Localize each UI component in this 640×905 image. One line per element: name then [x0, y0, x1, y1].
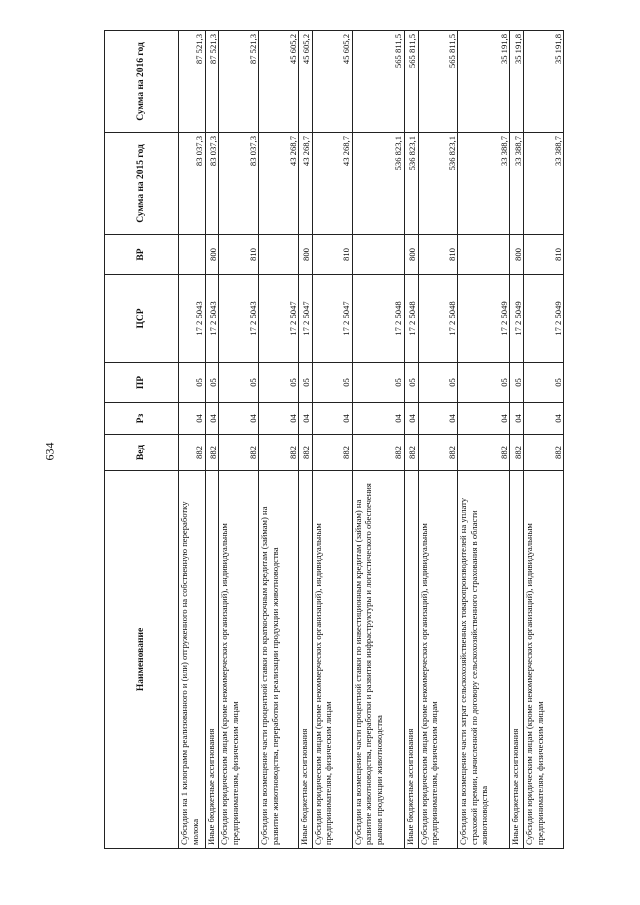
- cell-ved: 882: [458, 435, 510, 471]
- cell-sum-2015: 43 268,7: [259, 133, 299, 235]
- cell-vr: [259, 235, 299, 275]
- cell-name: Иные бюджетные ассигнования: [510, 471, 524, 849]
- cell-vr: 810: [312, 235, 352, 275]
- cell-csr: 17 2 5048: [352, 275, 404, 363]
- header-sum-2016: Сумма на 2016 год: [105, 31, 179, 133]
- budget-table: [104, 30, 564, 849]
- cell-ved: 882: [312, 435, 352, 471]
- cell-sum-2016: 45 605,2: [312, 31, 352, 133]
- cell-ved: 882: [524, 435, 564, 471]
- cell-pr: 05: [458, 363, 510, 403]
- cell-sum-2016: 35 191,8: [524, 31, 564, 133]
- cell-pr: 05: [205, 363, 219, 403]
- cell-ved: 882: [352, 435, 404, 471]
- cell-sum-2016: 87 521,3: [205, 31, 219, 133]
- table-row: [219, 31, 259, 849]
- cell-ved: 882: [510, 435, 524, 471]
- cell-rz: 04: [259, 403, 299, 435]
- table-row: [404, 31, 418, 849]
- cell-ved: 882: [259, 435, 299, 471]
- cell-vr: 810: [524, 235, 564, 275]
- cell-csr: 17 2 5047: [299, 275, 313, 363]
- cell-pr: 05: [259, 363, 299, 403]
- cell-vr: 810: [219, 235, 259, 275]
- cell-ved: 882: [179, 435, 206, 471]
- cell-sum-2015: 536 823,1: [404, 133, 418, 235]
- cell-vr: 800: [205, 235, 219, 275]
- table-row: [352, 31, 404, 849]
- cell-ved: 882: [404, 435, 418, 471]
- cell-name: Иные бюджетные ассигнования: [205, 471, 219, 849]
- cell-pr: 05: [179, 363, 206, 403]
- cell-vr: [352, 235, 404, 275]
- budget-table-container: [104, 31, 564, 849]
- cell-name: Субсидии на возмещение части процентной ставки по краткосрочным кредитам (займам) на развитие животноводства, переработки и реализации продукции животноводства: [259, 471, 299, 849]
- cell-sum-2015: 33 388,7: [524, 133, 564, 235]
- cell-name: Субсидии на возмещение части затрат сельскохозяйственных товаропроизводителей на уплату страховой премии, начисленной по договору сельскохозяйственного страхования в области животноводства: [458, 471, 510, 849]
- cell-sum-2016: 565 811,5: [404, 31, 418, 133]
- header-csr: ЦСР: [105, 275, 179, 363]
- cell-sum-2016: 87 521,3: [219, 31, 259, 133]
- cell-pr: 05: [418, 363, 458, 403]
- cell-pr: 05: [524, 363, 564, 403]
- cell-sum-2015: 83 037,3: [219, 133, 259, 235]
- cell-sum-2016: 35 191,8: [458, 31, 510, 133]
- cell-sum-2015: 83 037,3: [205, 133, 219, 235]
- cell-name: Субсидии юридическим лицам (кроме некоммерческих организаций), индивидуальным предпринимателям, физическим лицам: [524, 471, 564, 849]
- cell-sum-2015: 536 823,1: [352, 133, 404, 235]
- cell-csr: 17 2 5047: [259, 275, 299, 363]
- cell-rz: 04: [352, 403, 404, 435]
- header-pr: ПР: [105, 363, 179, 403]
- cell-pr: 05: [510, 363, 524, 403]
- cell-pr: 05: [312, 363, 352, 403]
- cell-sum-2015: 536 823,1: [418, 133, 458, 235]
- cell-sum-2016: 565 811,5: [418, 31, 458, 133]
- header-name: Наименование: [105, 471, 179, 849]
- page-number: 634: [42, 442, 57, 461]
- header-rz: Рз: [105, 403, 179, 435]
- cell-pr: 05: [299, 363, 313, 403]
- cell-ved: 882: [219, 435, 259, 471]
- cell-rz: 04: [404, 403, 418, 435]
- rotated-table-frame: [104, 31, 564, 849]
- cell-rz: 04: [510, 403, 524, 435]
- cell-vr: 800: [510, 235, 524, 275]
- cell-sum-2016: 45 605,2: [299, 31, 313, 133]
- cell-pr: 05: [404, 363, 418, 403]
- cell-rz: 04: [205, 403, 219, 435]
- table-row: [312, 31, 352, 849]
- cell-rz: 04: [219, 403, 259, 435]
- cell-rz: 04: [524, 403, 564, 435]
- table-row: [179, 31, 206, 849]
- header-sum-2015: Сумма на 2015 год: [105, 133, 179, 235]
- cell-vr: [179, 235, 206, 275]
- table-row: [418, 31, 458, 849]
- cell-name: Субсидии юридическим лицам (кроме некоммерческих организаций), индивидуальным предпринимателям, физическим лицам: [312, 471, 352, 849]
- cell-csr: 17 2 5049: [524, 275, 564, 363]
- cell-name: Субсидии юридическим лицам (кроме некоммерческих организаций), индивидуальным предпринимателям, физическим лицам: [418, 471, 458, 849]
- cell-name: Иные бюджетные ассигнования: [299, 471, 313, 849]
- table-row: [510, 31, 524, 849]
- cell-ved: 882: [299, 435, 313, 471]
- cell-sum-2016: 35 191,8: [510, 31, 524, 133]
- cell-sum-2015: 33 388,7: [458, 133, 510, 235]
- cell-ved: 882: [418, 435, 458, 471]
- cell-csr: 17 2 5047: [312, 275, 352, 363]
- cell-sum-2015: 83 037,3: [179, 133, 206, 235]
- cell-csr: 17 2 5043: [219, 275, 259, 363]
- table-row: [259, 31, 299, 849]
- cell-csr: 17 2 5043: [179, 275, 206, 363]
- cell-sum-2016: 45 605,2: [259, 31, 299, 133]
- cell-vr: 800: [404, 235, 418, 275]
- cell-ved: 882: [205, 435, 219, 471]
- cell-vr: 810: [418, 235, 458, 275]
- cell-rz: 04: [418, 403, 458, 435]
- cell-name: Иные бюджетные ассигнования: [404, 471, 418, 849]
- header-vr: ВР: [105, 235, 179, 275]
- cell-sum-2016: 87 521,3: [179, 31, 206, 133]
- table-row: [205, 31, 219, 849]
- cell-csr: 17 2 5049: [510, 275, 524, 363]
- header-ved: Вед: [105, 435, 179, 471]
- cell-csr: 17 2 5043: [205, 275, 219, 363]
- cell-pr: 05: [352, 363, 404, 403]
- table-row: [524, 31, 564, 849]
- cell-name: Субсидии на возмещение части процентной ставки по инвестиционным кредитам (займам) на развитие животноводства, переработки и развития инфраструктуры и логистического обеспечения рынков продукции животноводства: [352, 471, 404, 849]
- cell-name: Субсидии юридическим лицам (кроме некоммерческих организаций), индивидуальным предпринимателям, физическим лицам: [219, 471, 259, 849]
- cell-csr: 17 2 5048: [418, 275, 458, 363]
- cell-rz: 04: [299, 403, 313, 435]
- cell-rz: 04: [458, 403, 510, 435]
- cell-vr: 800: [299, 235, 313, 275]
- cell-name: Субсидии на 1 килограмм реализованного и (или) отгруженного на собственную переработку молока: [179, 471, 206, 849]
- cell-sum-2015: 43 268,7: [312, 133, 352, 235]
- table-row: [299, 31, 313, 849]
- table-header-row: [105, 31, 179, 849]
- cell-pr: 05: [219, 363, 259, 403]
- cell-rz: 04: [312, 403, 352, 435]
- cell-sum-2015: 33 388,7: [510, 133, 524, 235]
- cell-csr: 17 2 5049: [458, 275, 510, 363]
- cell-sum-2015: 43 268,7: [299, 133, 313, 235]
- cell-vr: [458, 235, 510, 275]
- cell-sum-2016: 565 811,5: [352, 31, 404, 133]
- table-row: [458, 31, 510, 849]
- cell-csr: 17 2 5048: [404, 275, 418, 363]
- cell-rz: 04: [179, 403, 206, 435]
